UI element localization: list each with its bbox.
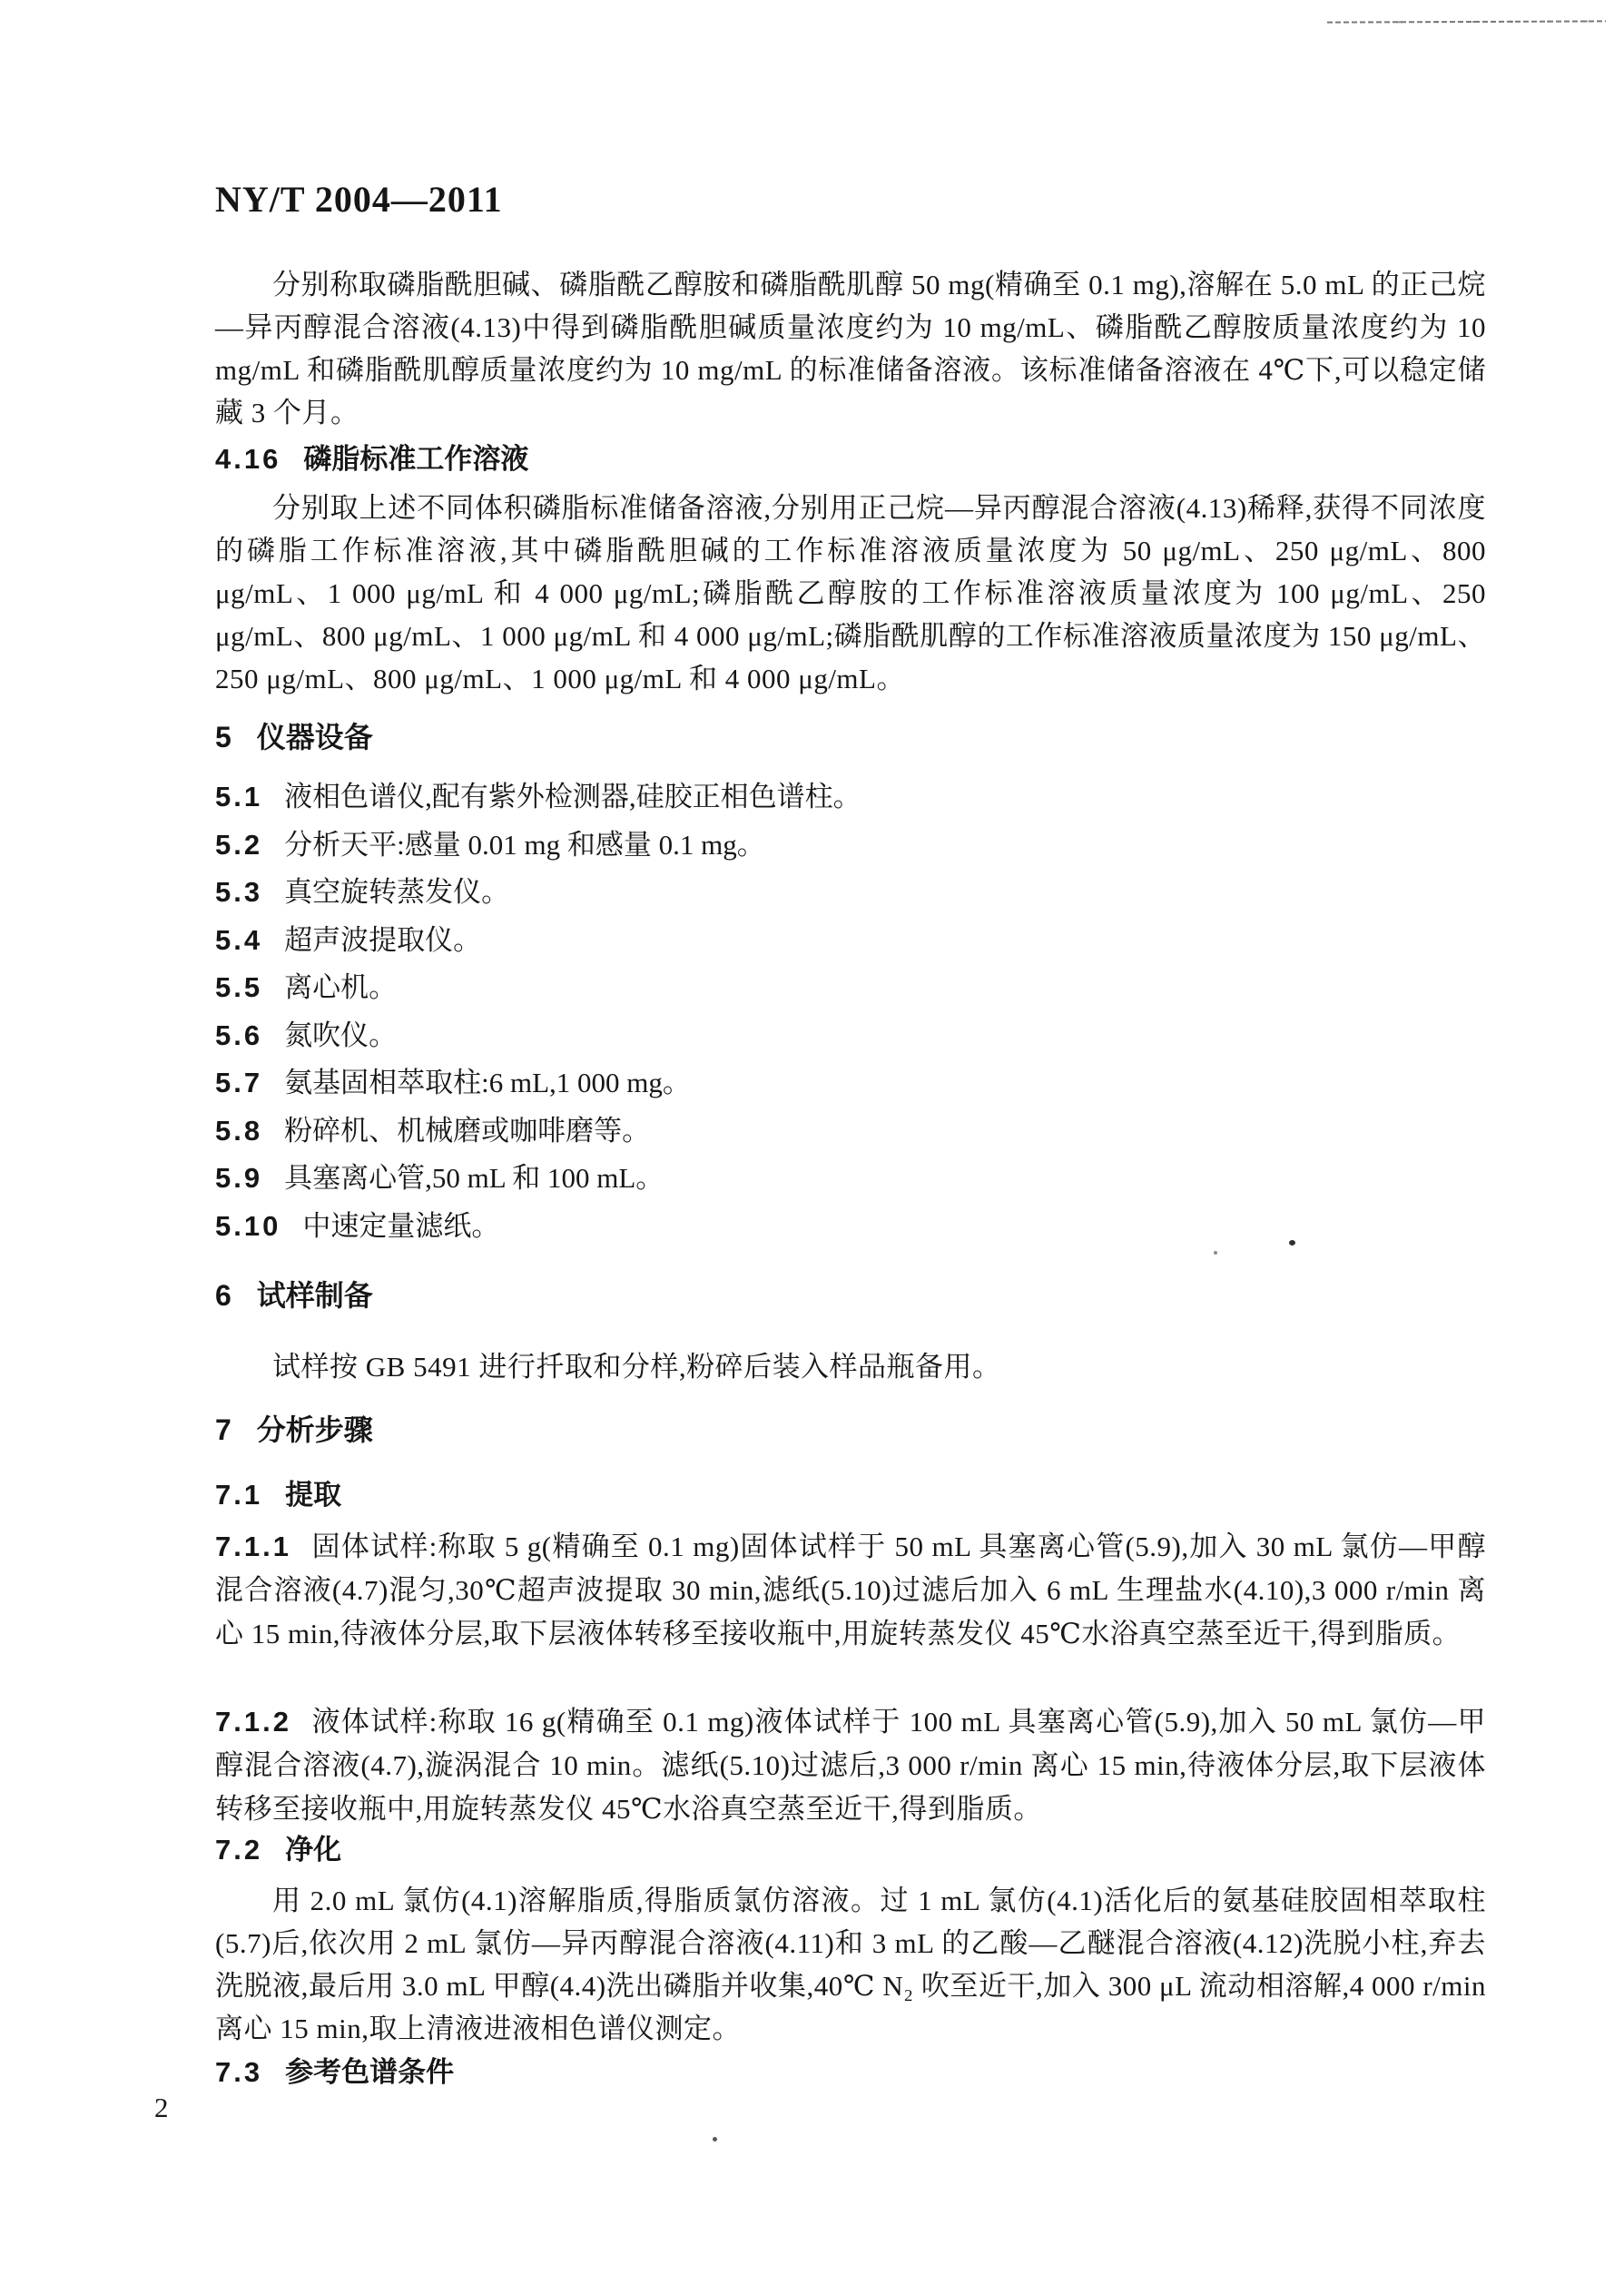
para-sample-preparation: 试样按 GB 5491 进行扦取和分样,粉碎后装入样品瓶备用。 xyxy=(272,1351,1001,1383)
item-number: 5.8 xyxy=(215,1114,263,1147)
heading-title: 分析步骤 xyxy=(256,1413,373,1446)
item-text: 液相色谱仪,配有紫外检测器,硅胶正相色谱柱。 xyxy=(284,781,861,812)
clause-text: 液体试样:称取 16 g(精确至 0.1 mg)液体试样于 100 mL 具塞离心管(5.9),加入 50 mL 氯仿—甲醇混合溶液(4.7),漩涡混合 10 min。滤纸(5.10)过滤后,3 000 r/min 离心 15 min,待液体分层,取下层液体转移至接收瓶中,用旋转蒸发仪 45℃水浴真空蒸至近干,得到脂质。 xyxy=(215,1706,1486,1825)
para-stock-solution: 分别称取磷脂酰胆碱、磷脂酰乙醇胺和磷脂酰肌醇 50 mg(精确至 0.1 mg),溶解在 5.0 mL 的正己烷—异丙醇混合溶液(4.13)中得到磷脂酰胆碱质量浓度约为 10 mg/mL、磷脂酰乙醇胺质量浓度约为 10 mg/mL 和磷脂酰肌醇质量浓度约为 10 mg/mL 的标准储备溶液。该标准储备溶液在 4℃下,可以稳定储藏 3 个月。 xyxy=(215,269,1486,428)
equipment-item xyxy=(215,1012,1486,1060)
clause-number: 7.1.2 xyxy=(215,1706,291,1738)
clause-number: 7.1.1 xyxy=(215,1531,291,1562)
item-number: 5.9 xyxy=(215,1162,263,1194)
item-text: 超声波提取仪。 xyxy=(284,923,482,956)
item-text: 中速定量滤纸。 xyxy=(302,1209,500,1242)
item-number: 5.10 xyxy=(215,1209,281,1242)
heading-4-16 xyxy=(215,442,1486,477)
heading-title: 净化 xyxy=(285,1834,342,1866)
ink-speck xyxy=(1289,1240,1295,1245)
item-text: 具塞离心管,50 mL 和 100 mL。 xyxy=(284,1162,664,1194)
para-working-solution: 分别取上述不同体积磷脂标准储备溶液,分别用正己烷—异丙醇混合溶液(4.13)稀释,获得不同浓度的磷脂工作标准溶液,其中磷脂酰胆碱的工作标准溶液质量浓度为 50 μg/mL、250 μg/mL、800 μg/mL、1 000 μg/mL 和 4 000 μg/mL;磷脂酰乙醇胺的工作标准溶液质量浓度为 100 μg/mL、250 μg/mL、800 μg/mL、1 000 μg/mL 和 4 000 μg/mL;磷脂酰肌醇的工作标准溶液质量浓度为 150 μg/mL、250 μg/mL、800 μg/mL、1 000 μg/mL 和 4 000 μg/mL。 xyxy=(215,492,1486,694)
heading-7 xyxy=(215,1413,1486,1447)
para-purification: 用 2.0 mL 氯仿(4.1)溶解脂质,得脂质氯仿溶液。过 1 mL 氯仿(4.1)活化后的氨基硅胶固相萃取柱(5.7)后,依次用 2 mL 氯仿—异丙醇混合溶液(4.11)和 3 mL 的乙酸—乙醚混合溶液(4.12)洗脱小柱,弃去洗脱液,最后用 3.0 mL 甲醇(4.4)洗出磷脂并收集,40℃ N₂ 吹至近干,加入 300 μL 流动相溶解,4 000 r/min 离心 15 min,取上清液进液相色谱仪测定。 xyxy=(215,1885,1486,2044)
item-number: 5.7 xyxy=(215,1067,263,1098)
heading-7-1 xyxy=(215,1478,1486,1512)
heading-title: 仪器设备 xyxy=(256,721,373,753)
item-text: 真空旋转蒸发仪。 xyxy=(284,876,510,908)
item-number: 5.4 xyxy=(215,923,263,956)
heading-7-2 xyxy=(215,1833,1486,1867)
equipment-list xyxy=(215,773,1486,1250)
heading-number: 7.1 xyxy=(215,1479,263,1511)
item-number: 5.6 xyxy=(215,1019,263,1051)
heading-number: 7.2 xyxy=(215,1834,263,1866)
item-text: 氮吹仪。 xyxy=(284,1019,398,1051)
heading-number: 7 xyxy=(215,1413,234,1446)
heading-title: 试样制备 xyxy=(256,1279,373,1312)
heading-number: 7.3 xyxy=(215,2056,263,2088)
equipment-item xyxy=(215,1203,1486,1251)
scan-artifact-line xyxy=(1327,20,1606,23)
heading-number: 4.16 xyxy=(215,443,281,475)
heading-title: 参考色谱条件 xyxy=(285,2056,455,2088)
heading-title: 提取 xyxy=(285,1479,342,1511)
equipment-item xyxy=(215,822,1486,870)
item-number: 5.5 xyxy=(215,971,263,1003)
equipment-item xyxy=(215,1155,1486,1203)
item-number: 5.3 xyxy=(215,876,263,908)
heading-6 xyxy=(215,1278,1486,1313)
item-text: 分析天平:感量 0.01 mg 和感量 0.1 mg。 xyxy=(284,828,765,861)
heading-title: 磷脂标准工作溶液 xyxy=(303,443,529,475)
para-solid-sample xyxy=(215,1525,1486,1656)
item-text: 离心机。 xyxy=(284,971,398,1003)
ink-speck xyxy=(1214,1251,1217,1255)
clause-text: 固体试样:称取 5 g(精确至 0.1 mg)固体试样于 50 mL 具塞离心管(5.9),加入 30 mL 氯仿—甲醇混合溶液(4.7)混匀,30℃超声波提取 30 min,滤纸(5.10)过滤后加入 6 mL 生理盐水(4.10),3 000 r/min 离心 15 min,待液体分层,取下层液体转移至接收瓶中,用旋转蒸发仪 45℃水浴真空蒸至近干,得到脂质。 xyxy=(215,1531,1486,1649)
standard-code: NY/T 2004—2011 xyxy=(215,179,503,220)
heading-number: 5 xyxy=(215,721,234,753)
equipment-item xyxy=(215,917,1486,965)
ink-speck xyxy=(713,2137,717,2141)
equipment-item xyxy=(215,1108,1486,1156)
equipment-item xyxy=(215,869,1486,917)
equipment-item xyxy=(215,773,1486,822)
heading-number: 6 xyxy=(215,1279,234,1312)
item-number: 5.2 xyxy=(215,828,263,861)
equipment-item xyxy=(215,1059,1486,1108)
item-number: 5.1 xyxy=(215,781,263,812)
heading-5 xyxy=(215,720,1486,754)
para-liquid-sample xyxy=(215,1700,1486,1831)
heading-7-3 xyxy=(215,2055,1486,2090)
equipment-item xyxy=(215,964,1486,1012)
item-text: 氨基固相萃取柱:6 mL,1 000 mg。 xyxy=(284,1067,691,1098)
item-text: 粉碎机、机械磨或咖啡磨等。 xyxy=(284,1114,651,1147)
page-number: 2 xyxy=(154,2092,169,2123)
